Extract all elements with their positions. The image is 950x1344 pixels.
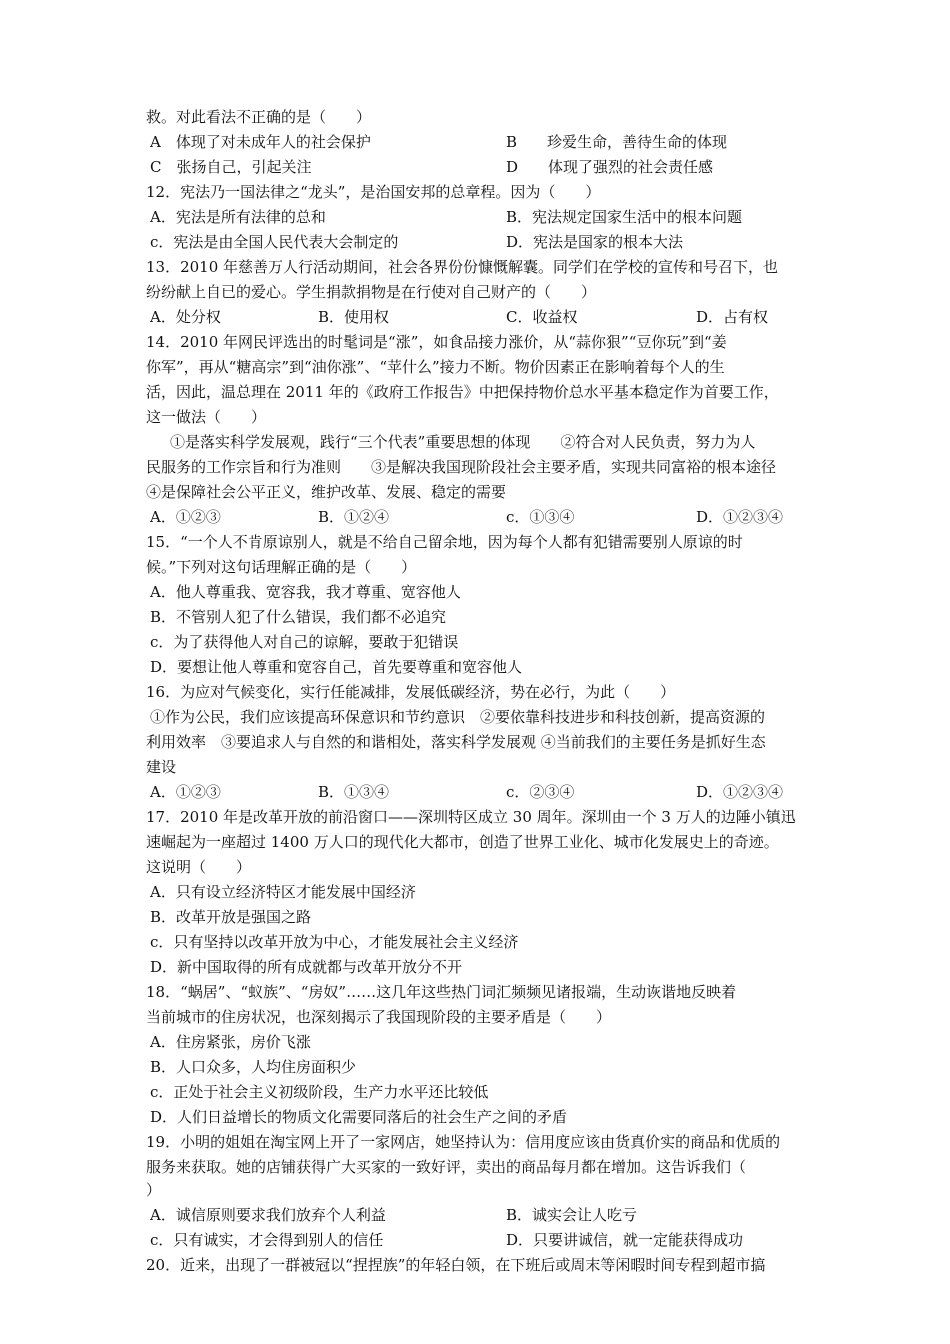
question-16-statements-3: 建设: [146, 758, 177, 776]
question-15-stem: 15．“一个人不肯原谅别人，就是不给自己留余地，因为每个人都有犯错需要别人原谅的时: [146, 533, 743, 551]
question-14-stem-3: 活，因此，温总理在 2011 年的《政府工作报告》中把保持物价总水平基本稳定作为首要工作，: [146, 383, 779, 401]
q14-option-c: c．①③④: [506, 508, 575, 526]
question-19-stem-3: ）: [146, 1181, 162, 1199]
question-16-statements-2: 利用效率 ③要追求人与自然的和谐相处，落实科学发展观 ④当前我们的主要任务是抓好生态: [146, 733, 766, 751]
q12-option-b: B．宪法规定国家生活中的根本问题: [506, 208, 743, 226]
q17-option-c: c．只有坚持以改革开放为中心，才能发展社会主义经济: [150, 933, 519, 951]
q12-option-d: D．宪法是国家的根本大法: [506, 233, 684, 251]
q13-option-d: D．占有权: [696, 308, 769, 326]
q13-option-c: C．收益权: [506, 308, 578, 326]
q19-option-b: B．诚实会让人吃亏: [506, 1206, 638, 1224]
q14-option-b: B．①②④: [318, 508, 390, 526]
question-17-stem-2: 速崛起为一座超过 1400 万人口的现代化大都市，创造了世界工业化、城市化发展史上的奇迹。: [146, 833, 779, 851]
q15-option-c: c．为了获得他人对自己的谅解，要敢于犯错误: [150, 633, 459, 651]
q18-option-c: c．正处于社会主义初级阶段，生产力水平还比较低: [150, 1083, 489, 1101]
q12-option-a: A．宪法是所有法律的总和: [150, 208, 326, 226]
question-14-statements-2: 民服务的工作宗旨和行为准则 ③是解决我国现阶段社会主要矛盾，实现共同富裕的根本途径: [146, 458, 777, 476]
question-20-stem: 20．近来，出现了一群被冠以“捏捏族”的年轻白领，在下班后或周末等闲暇时间专程到超市搞: [146, 1256, 766, 1274]
q11-option-c: C 张扬自己，引起关注: [150, 158, 312, 176]
q11-option-b: B 珍爱生命，善待生命的体现: [506, 133, 728, 151]
q14-option-d: D．①②③④: [696, 508, 784, 526]
q19-option-a: A．诚信原则要求我们放弃个人利益: [150, 1206, 386, 1224]
q17-option-b: B．改革开放是强国之路: [150, 908, 312, 926]
question-14-statements-3: ④是保障社会公平正义，维护改革、发展、稳定的需要: [146, 483, 507, 501]
question-16-stem: 16．为应对气候变化，实行任能减排，发展低碳经济，势在必行，为此（ ）: [146, 683, 676, 701]
question-15-stem-2: 候。”下列对这句话理解正确的是（ ）: [146, 558, 417, 576]
q19-option-c: c．只有诚实，才会得到别人的信任: [150, 1231, 384, 1249]
q16-option-b: B．①③④: [318, 783, 390, 801]
q15-option-b: B．不管别人犯了什么错误，我们都不必追究: [150, 608, 447, 626]
question-17-stem-3: 这说明（ ）: [146, 858, 252, 876]
q14-option-a: A．①②③: [150, 508, 221, 526]
question-19-stem: 19．小明的姐姐在淘宝网上开了一家网店，她坚持认为：信用度应该由货真价实的商品和优质的: [146, 1133, 781, 1151]
q18-option-a: A．住房紧张，房价飞涨: [150, 1033, 311, 1051]
question-14-stem: 14．2010 年网民评选出的时髦词是“涨”，如食品接力涨价，从“蒜你狠”“豆你玩”到“姜: [146, 333, 727, 351]
question-11-stem-tail: 救。对此看法不正确的是（ ）: [146, 108, 372, 126]
question-13-stem: 13．2010 年慈善万人行活动期间，社会各界份份慷慨解囊。同学们在学校的宣传和号召下，也: [146, 258, 779, 276]
q13-option-a: A．处分权: [150, 308, 221, 326]
q15-option-a: A．他人尊重我、宽容我，我才尊重、宽容他人: [150, 583, 461, 601]
q18-option-b: B．人口众多，人均住房面积少: [150, 1058, 357, 1076]
q13-option-b: B．使用权: [318, 308, 390, 326]
question-13-stem-2: 纷纷献上自已的爱心。学生捐款捐物是在行使对自己财产的（ ）: [146, 283, 597, 301]
q16-option-d: D．①②③④: [696, 783, 784, 801]
question-16-statements: ①作为公民，我们应该提高环保意识和节约意识 ②要依靠科技进步和科技创新，提高资源的: [150, 708, 766, 726]
q16-option-a: A．①②③: [150, 783, 221, 801]
q12-option-c: c．宪法是由全国人民代表大会制定的: [150, 233, 399, 251]
question-19-stem-2: 服务来获取。她的店铺获得广大买家的一致好评，卖出的商品每月都在增加。这告诉我们（: [146, 1158, 747, 1176]
q16-option-c: c．②③④: [506, 783, 575, 801]
question-14-stem-2: 你军”，再从“糖高宗”到“油你涨”、“苹什么”接力不断。物价因素正在影响着每个人的生: [146, 358, 725, 376]
q11-option-a: A 体现了对未成年人的社会保护: [150, 133, 371, 151]
q15-option-d: D．要想让他人尊重和宽容自己，首先要尊重和宽容他人: [150, 658, 523, 676]
question-14-stem-4: 这一做法（ ）: [146, 408, 267, 426]
q17-option-a: A．只有设立经济特区才能发展中国经济: [150, 883, 416, 901]
q17-option-d: D．新中国取得的所有成就都与改革开放分不开: [150, 958, 463, 976]
q18-option-d: D．人们日益增长的物质文化需要同落后的社会生产之间的矛盾: [150, 1108, 568, 1126]
q11-option-d: D 体现了强烈的社会责任感: [506, 158, 714, 176]
q19-option-d: D．只要讲诚信，就一定能获得成功: [506, 1231, 744, 1249]
question-18-stem-2: 当前城市的住房状况，也深刻揭示了我国现阶段的主要矛盾是（ ）: [146, 1008, 612, 1026]
question-17-stem: 17．2010 年是改革开放的前沿窗口——深圳特区成立 30 周年。深圳由一个 3 万人的边陲小镇迅: [146, 808, 796, 826]
question-12-stem: 12．宪法乃一国法律之“龙头”，是治国安邦的总章程。因为（ ）: [146, 183, 601, 201]
question-14-statements: ①是落实科学发展观，践行“三个代表”重要思想的体现 ②符合对人民负责，努力为人: [170, 433, 756, 451]
question-18-stem: 18．“蜗居”、“蚁族”、“房奴”……这几年这些热门词汇频频见诸报端，生动诙谐地反映着: [146, 983, 737, 1001]
